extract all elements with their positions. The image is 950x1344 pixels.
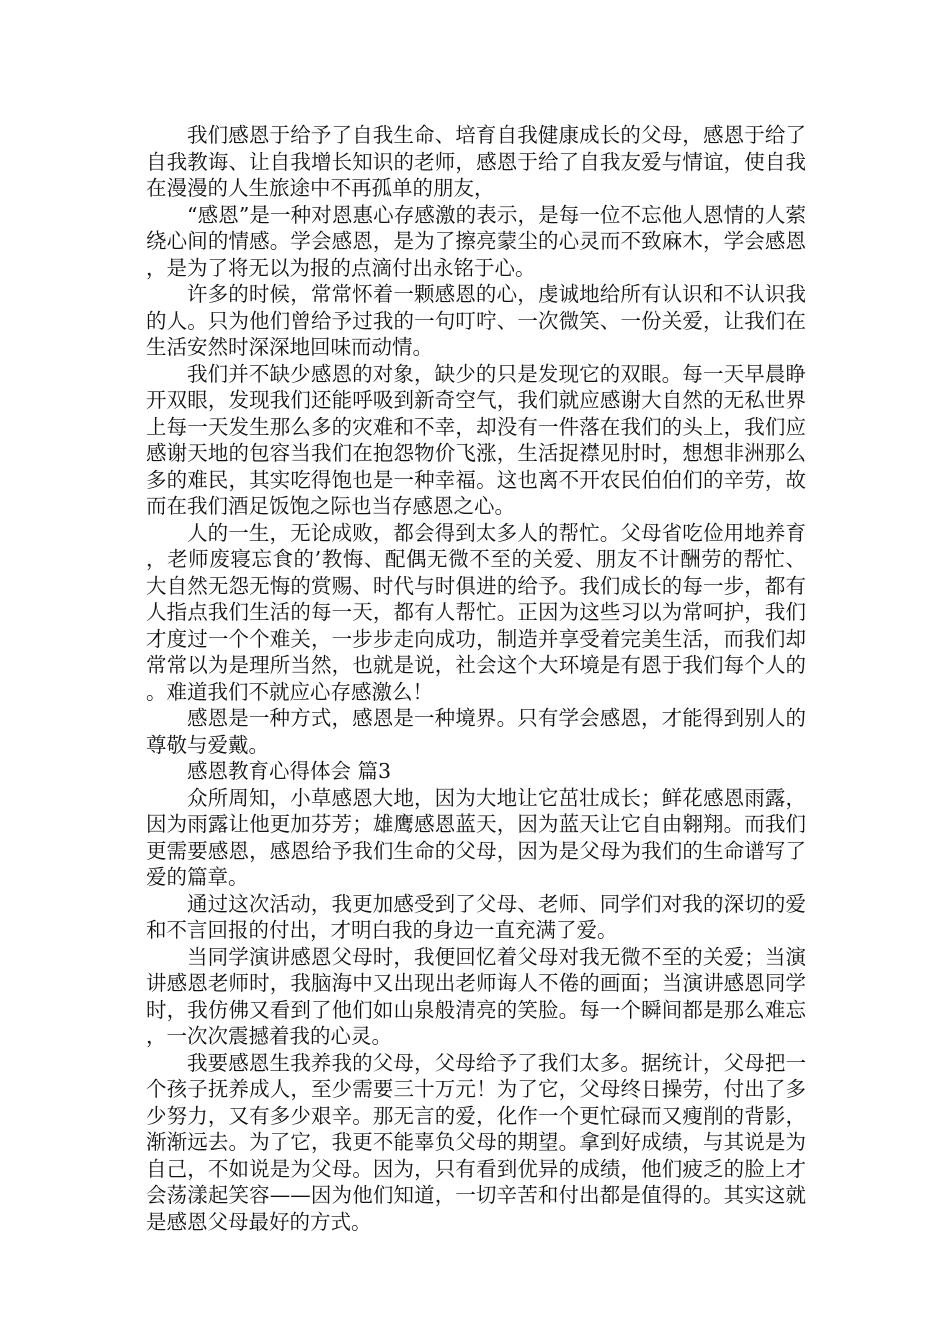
document-body [146,122,806,1235]
paragraph-activity-reflection: 通过这次活动，我更加感受到了父母、老师、同学们对我的深切的爱和不言回报的付出，才明白我的身边一直充满了爱。 [146,891,806,942]
paragraph-objects-of-gratitude: 我们并不缺少感恩的对象，缺少的只是发现它的双眼。每一天早晨睁开双眼，发现我们还能呼吸到新奇空气，我们就应感谢大自然的无私世界上每一天发生那么多的灾难和不幸，却没有一件落在我们的头上，我们应感谢天地的包容当我们在抱怨物价飞涨，生活捉襟见肘时，想想非洲那么多的难民，其实吃得饱也是一种幸福。这也离不开农民伯伯们的辛劳，故而在我们酒足饭饱之际也当存感恩之心。 [146,361,806,518]
paragraph-gratitude-intro: 我们感恩于给予了自我生命、培育自我健康成长的父母，感恩于给了自我教诲、让自我增长知识的老师，感恩于给了自我友爱与情谊，使自我在漫漫的人生旅途中不再孤单的朋友， [146,123,806,200]
paragraph-grateful-heart: 许多的时候，常常怀着一颗感恩的心，虔诚地给所有认识和不认识我的人。只为他们曾给予过我的一句叮咛、一次微笑、一份关爱，让我们在生活安然时深深地回味而动情。 [146,282,806,359]
paragraph-help-in-life: 人的一生，无论成败，都会得到太多人的帮忙。父母省吃俭用地养育，老师废寝忘食的’教悔、配偶无微不至的关爱、朋友不计酬劳的帮忙、大自然无怨无悔的赏赐、时代与时俱进的给予。我们成长的每一步，都有人指点我们生活的每一天，都有人帮忙。正因为这些习以为常呵护，我们才度过一个个难关，一步步走向成功，制造并享受着完美生活，而我们却常常以为是理所当然，也就是说，社会这个大环境是有恩于我们每个人的。难道我们不就应心存感激么！ [146,520,806,704]
paragraph-thank-parents: 我要感恩生我养我的父母，父母给予了我们太多。据统计，父母把一个孩子抚养成人，至少需要三十万元！为了它，父母终日操劳，付出了多少努力，又有多少艰辛。那无言的爱，化作一个更忙碌而又瘦削的背影，渐渐远去。为了它，我更不能辜负父母的期望。拿到好成绩，与其说是为自己，不如说是为父母。因为，只有看到优异的成绩，他们疲乏的脸上才会荡漾起笑容——因为他们知道，一切辛苦和付出都是值得的。其实这就是感恩父母最好的方式。 [146,1050,806,1234]
paragraph-speech-memories: 当同学演讲感恩父母时，我便回忆着父母对我无微不至的关爱；当演讲感恩老师时，我脑海中又出现出老师诲人不倦的画面；当演讲感恩同学时，我仿佛又看到了他们如山泉般清亮的笑脸。每一个瞬间都是那么难忘，一次次震撼着我的心灵。 [146,944,806,1048]
paragraph-nature-gratitude: 众所周知，小草感恩大地，因为大地让它茁壮成长；鲜花感恩雨露，因为雨露让他更加芬芳；雄鹰感恩蓝天，因为蓝天让它自由翱翔。而我们更需要感恩，感恩给予我们生命的父母，因为是父母为我们的生命谱写了爱的篇章。 [146,785,806,889]
paragraph-gratitude-definition: “感恩”是一种对恩惠心存感激的表示，是每一位不忘他人恩情的人萦绕心间的情感。学会感恩，是为了擦亮蒙尘的心灵而不致麻木，学会感恩，是为了将无以为报的点滴付出永铭于心。 [146,202,806,280]
paragraph-gratitude-realm: 感恩是一种方式，感恩是一种境界。只有学会感恩，才能得到别人的尊敬与爱戴。 [146,706,806,757]
section-heading: 感恩教育心得体会 篇3 [187,759,392,783]
